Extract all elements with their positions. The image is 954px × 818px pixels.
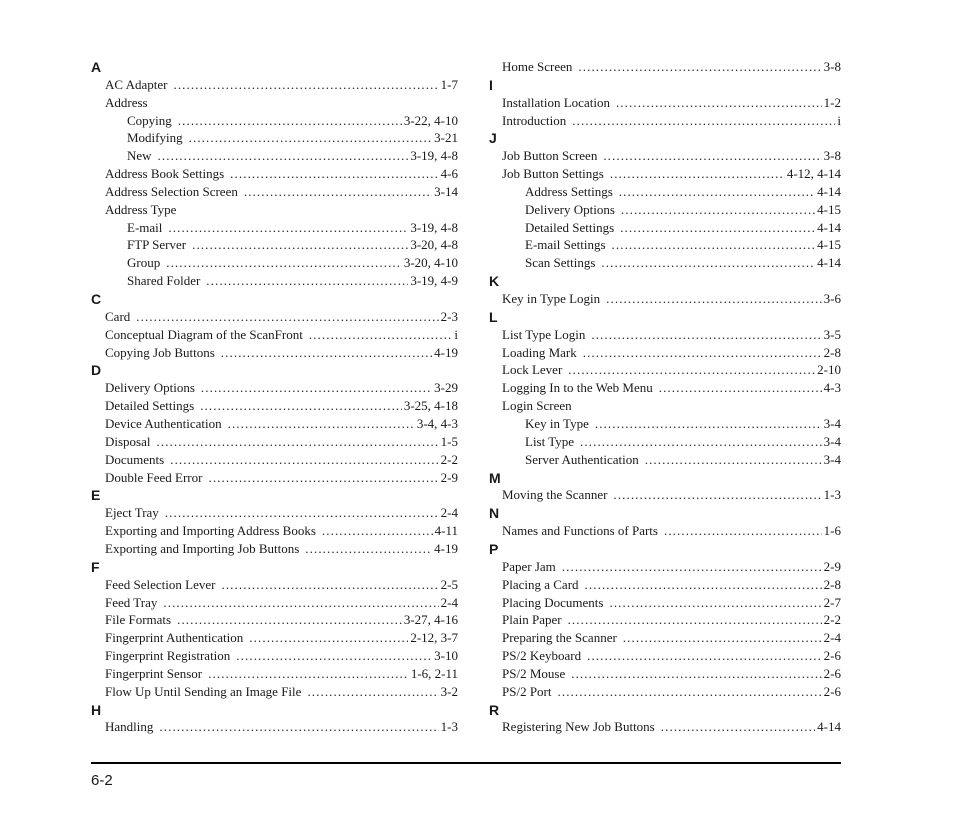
dot-leader: [208, 666, 409, 682]
index-letter-heading: J: [489, 130, 497, 146]
index-term: Feed Tray: [105, 595, 158, 610]
footer-rule: [91, 762, 841, 764]
index-page-ref: 3-27, 4-16: [403, 612, 458, 627]
index-entry: [105, 577, 458, 593]
index-entry: [502, 612, 841, 628]
index-page-ref: 3-19, 4-8: [410, 148, 458, 163]
index-term: Exporting and Importing Address Books: [105, 523, 316, 538]
index-term: Preparing the Scanner: [502, 630, 617, 645]
dot-leader: [580, 434, 822, 450]
dot-leader: [244, 184, 432, 200]
index-page-ref: 2-9: [823, 559, 841, 574]
index-subentry: [525, 434, 841, 450]
index-term: Scan Settings: [525, 255, 596, 270]
index-term: Installation Location: [502, 95, 610, 110]
index-page-ref: 4-14: [817, 255, 841, 270]
index-page-ref: 3-4: [823, 434, 841, 449]
index-term: PS/2 Keyboard: [502, 648, 582, 663]
index-term: Moving the Scanner: [502, 487, 608, 502]
index-page-ref: 3-22, 4-10: [403, 113, 458, 128]
dot-leader: [201, 380, 432, 396]
index-entry: [105, 470, 458, 486]
index-page-ref: 3-2: [440, 684, 458, 699]
index-term: Address Type: [105, 202, 177, 217]
index-letter-heading: F: [91, 559, 100, 575]
index-page-ref: 3-29: [434, 380, 458, 395]
index-entry: [105, 416, 458, 432]
index-entry: [105, 452, 458, 468]
dot-leader: [189, 130, 433, 146]
dot-leader: [305, 541, 432, 557]
dot-leader: [230, 166, 438, 182]
index-subentry: [525, 220, 841, 236]
dot-leader: [228, 416, 415, 432]
index-entry: [105, 166, 458, 182]
dot-leader: [309, 327, 453, 343]
dot-leader: [200, 398, 402, 414]
index-entry: [502, 148, 841, 164]
index-page-ref: 4-6: [440, 166, 458, 181]
index-term: Copying: [127, 113, 172, 128]
index-page-ref: 3-14: [434, 184, 458, 199]
index-letter-heading: D: [91, 362, 102, 378]
index-entry: [502, 166, 841, 182]
dot-leader: [587, 648, 822, 664]
index-entry: [502, 719, 841, 735]
index-entry: [502, 523, 841, 539]
index-term: List Type Login: [502, 327, 586, 342]
index-term: Exporting and Importing Job Buttons: [105, 541, 300, 556]
index-entry: [105, 595, 458, 611]
index-term: E-mail Settings: [525, 237, 606, 252]
index-entry: [105, 523, 458, 539]
index-term: Job Button Settings: [502, 166, 604, 181]
dot-leader: [322, 523, 433, 539]
dot-leader: [159, 719, 438, 735]
index-term: Address Book Settings: [105, 166, 225, 181]
index-page-ref: 3-6: [823, 291, 841, 306]
index-entry: [502, 577, 841, 593]
index-letter-heading: I: [489, 77, 493, 93]
index-page-ref: i: [837, 113, 841, 128]
index-entry: [502, 630, 841, 646]
index-entry: [105, 612, 458, 628]
dot-leader: [661, 719, 815, 735]
index-subentry: [525, 452, 841, 468]
dot-leader: [165, 505, 439, 521]
dot-leader: [603, 148, 821, 164]
dot-leader: [307, 684, 438, 700]
index-page-ref: 2-12, 3-7: [410, 630, 458, 645]
dot-leader: [623, 630, 822, 646]
index-entry: [502, 345, 841, 361]
index-subentry: [525, 237, 841, 253]
index-letter-heading: E: [91, 487, 101, 503]
index-term: Placing a Card: [502, 577, 579, 592]
index-entry: [105, 505, 458, 521]
index-page-ref: 3-8: [823, 148, 841, 163]
index-page-ref: 2-9: [440, 470, 458, 485]
index-term: Eject Tray: [105, 505, 159, 520]
index-term: E-mail: [127, 220, 163, 235]
index-term: PS/2 Port: [502, 684, 552, 699]
dot-leader: [170, 452, 438, 468]
index-term: Group: [127, 255, 161, 270]
dot-leader: [221, 577, 438, 593]
index-subentry: [127, 113, 458, 129]
index-term: PS/2 Mouse: [502, 666, 566, 681]
index-subentry: [127, 273, 458, 289]
index-term: Copying Job Buttons: [105, 345, 215, 360]
index-term: Fingerprint Authentication: [105, 630, 244, 645]
index-page-ref: 4-3: [823, 380, 841, 395]
index-entry: [502, 327, 841, 343]
index-page-ref: 1-6, 2-11: [410, 666, 458, 681]
index-subentry: [127, 220, 458, 236]
index-entry: [105, 184, 458, 200]
index-entry: [105, 666, 458, 682]
index-term: Detailed Settings: [105, 398, 195, 413]
page-number: 6-2: [91, 772, 113, 789]
dot-leader: [568, 612, 822, 628]
index-term: Feed Selection Lever: [105, 577, 216, 592]
index-page-ref: 2-6: [823, 648, 841, 663]
index-term: Flow Up Until Sending an Image File: [105, 684, 302, 699]
index-term: New: [127, 148, 152, 163]
index-subentry: [525, 416, 841, 432]
index-page-ref: 2-4: [440, 505, 458, 520]
index-entry: [105, 202, 458, 218]
dot-leader: [562, 559, 822, 575]
dot-leader: [619, 184, 815, 200]
dot-leader: [645, 452, 822, 468]
index-entry: [502, 487, 841, 503]
index-entry: [502, 291, 841, 307]
index-page-ref: 3-20, 4-8: [410, 237, 458, 252]
index-entry: [105, 630, 458, 646]
index-subentry: [525, 184, 841, 200]
dot-leader: [236, 648, 432, 664]
index-subentry: [127, 148, 458, 164]
index-page-ref: 3-25, 4-18: [403, 398, 458, 413]
index-term: Key in Type: [525, 416, 589, 431]
index-term: Key in Type Login: [502, 291, 601, 306]
index-entry: [105, 345, 458, 361]
index-entry: [105, 77, 458, 93]
index-page-ref: 4-19: [434, 541, 458, 556]
index-page-ref: 2-8: [823, 577, 841, 592]
index-term: FTP Server: [127, 237, 187, 252]
index-entry: [105, 684, 458, 700]
dot-leader: [664, 523, 822, 539]
index-page-ref: 2-7: [823, 595, 841, 610]
index-entry: [502, 380, 841, 396]
index-page-ref: 2-3: [440, 309, 458, 324]
dot-leader: [178, 113, 402, 129]
index-term: Detailed Settings: [525, 220, 615, 235]
index-term: Lock Lever: [502, 362, 563, 377]
index-term: Names and Functions of Parts: [502, 523, 658, 538]
index-entry: [502, 59, 841, 75]
dot-leader: [208, 470, 438, 486]
index-term: Loading Mark: [502, 345, 577, 360]
index-page-ref: 1-7: [440, 77, 458, 92]
dot-leader: [206, 273, 408, 289]
index-term: Fingerprint Registration: [105, 648, 231, 663]
index-page-ref: 2-2: [440, 452, 458, 467]
index-letter-heading: M: [489, 470, 501, 486]
dot-leader: [609, 595, 821, 611]
index-entry: [105, 327, 458, 343]
index-term: Server Authentication: [525, 452, 639, 467]
index-term: Address Settings: [525, 184, 613, 199]
index-entry: [105, 434, 458, 450]
index-term: Placing Documents: [502, 595, 604, 610]
dot-leader: [659, 380, 822, 396]
index-entry: [502, 559, 841, 575]
dot-leader: [591, 327, 821, 343]
dot-leader: [568, 362, 815, 378]
index-entry: [105, 309, 458, 325]
dot-leader: [610, 166, 785, 182]
index-term: Documents: [105, 452, 165, 467]
index-entry: [105, 648, 458, 664]
index-letter-heading: P: [489, 541, 499, 557]
index-entry: [502, 684, 841, 700]
index-page-ref: 1-5: [440, 434, 458, 449]
dot-leader: [595, 416, 822, 432]
index-page-ref: 2-6: [823, 666, 841, 681]
index-term: Delivery Options: [525, 202, 615, 217]
index-page-ref: 3-4: [823, 416, 841, 431]
index-page-ref: 2-6: [823, 684, 841, 699]
index-term: Logging In to the Web Menu: [502, 380, 653, 395]
index-letter-heading: C: [91, 291, 102, 307]
index-page-ref: 3-4: [823, 452, 841, 467]
index-entry: [502, 362, 841, 378]
dot-leader: [136, 309, 438, 325]
index-entry: [502, 113, 841, 129]
dot-leader: [173, 77, 438, 93]
index-entry: [105, 380, 458, 396]
index-page-ref: 3-19, 4-9: [410, 273, 458, 288]
index-page-ref: 3-20, 4-10: [403, 255, 458, 270]
index-page-ref: 4-14: [817, 719, 841, 734]
dot-leader: [163, 595, 438, 611]
index-page-ref: 2-8: [823, 345, 841, 360]
index-term: Double Feed Error: [105, 470, 203, 485]
index-entry: [502, 666, 841, 682]
index-term: File Formats: [105, 612, 172, 627]
index-term: Address: [105, 95, 148, 110]
index-page-ref: 3-21: [434, 130, 458, 145]
index-page-ref: 3-10: [434, 648, 458, 663]
index-term: Fingerprint Sensor: [105, 666, 203, 681]
index-entry: [105, 398, 458, 414]
dot-leader: [166, 255, 402, 271]
index-term: AC Adapter: [105, 77, 168, 92]
index-subentry: [127, 130, 458, 146]
index-term: List Type: [525, 434, 575, 449]
index-entry: [502, 95, 841, 111]
index-page-ref: 3-8: [823, 59, 841, 74]
dot-leader: [606, 291, 822, 307]
dot-leader: [249, 630, 408, 646]
index-page-ref: 4-15: [817, 237, 841, 252]
index-term: Modifying: [127, 130, 183, 145]
dot-leader: [158, 148, 409, 164]
index-page-ref: 2-4: [440, 595, 458, 610]
index-term: Registering New Job Buttons: [502, 719, 655, 734]
index-page-ref: 4-15: [817, 202, 841, 217]
index-page-ref: 4-12, 4-14: [786, 166, 841, 181]
dot-leader: [168, 220, 408, 236]
index-entry: [502, 595, 841, 611]
index-page-ref: 1-6: [823, 523, 841, 538]
dot-leader: [620, 220, 815, 236]
index-entry: [105, 95, 458, 111]
index-page-ref: 1-3: [440, 719, 458, 734]
index-page-ref: 2-10: [817, 362, 841, 377]
index-subentry: [127, 237, 458, 253]
index-page-ref: i: [454, 327, 458, 342]
index-page-ref: 3-5: [823, 327, 841, 342]
index-page-ref: 3-19, 4-8: [410, 220, 458, 235]
index-term: Login Screen: [502, 398, 572, 413]
index-term: Introduction: [502, 113, 567, 128]
index-letter-heading: L: [489, 309, 498, 325]
dot-leader: [221, 345, 432, 361]
dot-leader: [613, 487, 821, 503]
index-term: Paper Jam: [502, 559, 556, 574]
index-term: Delivery Options: [105, 380, 195, 395]
index-letter-heading: H: [91, 702, 102, 718]
index-page-ref: 4-19: [434, 345, 458, 360]
index-page-ref: 4-11: [434, 523, 458, 538]
index-subentry: [525, 255, 841, 271]
dot-leader: [572, 113, 835, 129]
index-term: Conceptual Diagram of the ScanFront: [105, 327, 303, 342]
index-term: Job Button Screen: [502, 148, 598, 163]
index-letter-heading: K: [489, 273, 500, 289]
dot-leader: [157, 434, 439, 450]
dot-leader: [583, 345, 822, 361]
index-term: Shared Folder: [127, 273, 201, 288]
index-page-ref: 2-4: [823, 630, 841, 645]
index-page-ref: 2-2: [823, 612, 841, 627]
dot-leader: [192, 237, 408, 253]
index-entry: [502, 648, 841, 664]
dot-leader: [612, 237, 816, 253]
index-page-ref: 3-4, 4-3: [416, 416, 458, 431]
index-term: Handling: [105, 719, 154, 734]
index-page-ref: 1-3: [823, 487, 841, 502]
index-subentry: [127, 255, 458, 271]
index-term: Card: [105, 309, 131, 324]
dot-leader: [177, 612, 402, 628]
index-letter-heading: R: [489, 702, 500, 718]
index-letter-heading: A: [91, 59, 102, 75]
index-entry: [105, 719, 458, 735]
index-page-ref: 4-14: [817, 220, 841, 235]
index-page-ref: 2-5: [440, 577, 458, 592]
index-page-ref: 4-14: [817, 184, 841, 199]
index-term: Disposal: [105, 434, 151, 449]
index-subentry: [525, 202, 841, 218]
dot-leader: [601, 255, 815, 271]
dot-leader: [621, 202, 815, 218]
index-entry: [105, 541, 458, 557]
dot-leader: [616, 95, 822, 111]
dot-leader: [571, 666, 821, 682]
dot-leader: [585, 577, 822, 593]
index-term: Device Authentication: [105, 416, 222, 431]
index-term: Plain Paper: [502, 612, 562, 627]
index-term: Home Screen: [502, 59, 573, 74]
dot-leader: [578, 59, 821, 75]
index-entry: [502, 398, 841, 414]
dot-leader: [558, 684, 822, 700]
index-letter-heading: N: [489, 505, 500, 521]
index-page-ref: 1-2: [823, 95, 841, 110]
index-term: Address Selection Screen: [105, 184, 238, 199]
